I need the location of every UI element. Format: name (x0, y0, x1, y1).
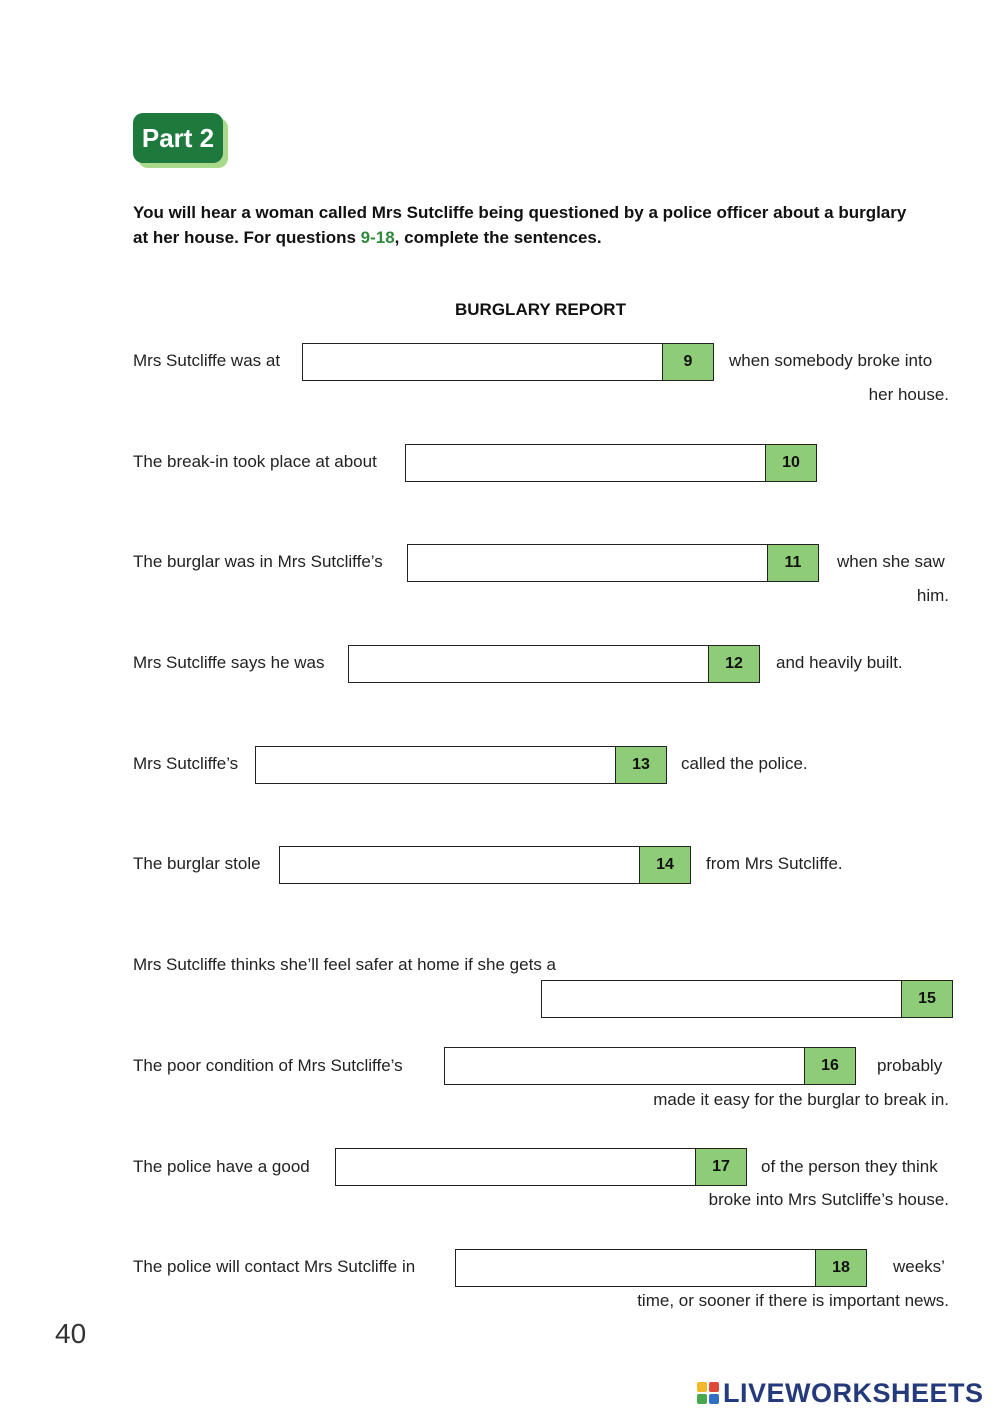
q16-answer-box[interactable] (444, 1047, 856, 1085)
q12-number: 12 (708, 646, 759, 682)
q17-prompt: The police have a good (133, 1157, 310, 1176)
q16-number: 16 (804, 1048, 855, 1084)
liveworksheets-logo-icon (697, 1382, 719, 1404)
instructions-line-2 (133, 225, 963, 250)
q9-after-line2: her house. (868, 385, 949, 404)
q18-answer-box[interactable] (455, 1249, 867, 1287)
q11-after: when she saw (837, 552, 945, 571)
question-range: 9-18 (360, 228, 395, 247)
page-number: 40 (55, 1318, 87, 1349)
q15-answer-box[interactable] (541, 980, 953, 1018)
q18-after-line2: time, or sooner if there is important news. (637, 1291, 949, 1310)
q18-number: 18 (815, 1250, 866, 1286)
q11-answer-box[interactable] (407, 544, 819, 582)
q11-prompt: The burglar was in Mrs Sutcliffe’s (133, 552, 383, 571)
instructions-line-2b: , complete the sentences. (394, 228, 602, 247)
q9-prompt: Mrs Sutcliffe was at (133, 351, 281, 370)
q14-number: 14 (639, 847, 690, 883)
q12-after: and heavily built. (776, 653, 903, 672)
q10-number: 10 (765, 445, 816, 481)
q15-number: 15 (901, 981, 952, 1017)
q15-prompt: Mrs Sutcliffe thinks she’ll feel safer at home if she gets a (133, 955, 556, 974)
part-badge: Part 2 (133, 113, 223, 163)
instructions-line-2a: at her house. For questions (133, 228, 361, 247)
instructions (133, 200, 963, 250)
q16-prompt: The poor condition of Mrs Sutcliffe’s (133, 1056, 403, 1075)
brand-watermark (697, 1378, 984, 1408)
q17-after: of the person they think (761, 1157, 938, 1176)
q10-answer-box[interactable] (405, 444, 817, 482)
q16-after: probably (877, 1056, 943, 1075)
q13-prompt: Mrs Sutcliffe’s (133, 754, 239, 773)
q16-after-line2: made it easy for the burglar to break in. (653, 1090, 949, 1109)
q14-prompt: The burglar stole (133, 854, 261, 873)
q13-after: called the police. (681, 754, 808, 773)
q13-number: 13 (615, 747, 666, 783)
q18-after: weeks’ (893, 1257, 945, 1276)
q11-after-line2: him. (916, 586, 949, 605)
q17-after-line2: broke into Mrs Sutcliffe’s house. (708, 1190, 949, 1209)
q14-after: from Mrs Sutcliffe. (706, 854, 843, 873)
instructions-line-1: You will hear a woman called Mrs Sutcliffe being questioned by a police officer about a burglary (133, 203, 907, 222)
q13-answer-box[interactable] (255, 746, 667, 784)
q9-number: 9 (662, 344, 713, 380)
q17-answer-box[interactable] (335, 1148, 747, 1186)
q9-after: when somebody broke into (729, 351, 933, 370)
q10-prompt: The break-in took place at about (133, 452, 377, 471)
brand-text: LIVEWORKSHEETS (723, 1377, 984, 1408)
q14-answer-box[interactable] (279, 846, 691, 884)
q12-prompt: Mrs Sutcliffe says he was (133, 653, 325, 672)
q18-prompt: The police will contact Mrs Sutcliffe in (133, 1257, 416, 1276)
q9-answer-box[interactable] (302, 343, 714, 381)
q11-number: 11 (767, 545, 818, 581)
report-title: BURGLARY REPORT (455, 300, 626, 319)
q12-answer-box[interactable] (348, 645, 760, 683)
q17-number: 17 (695, 1149, 746, 1185)
